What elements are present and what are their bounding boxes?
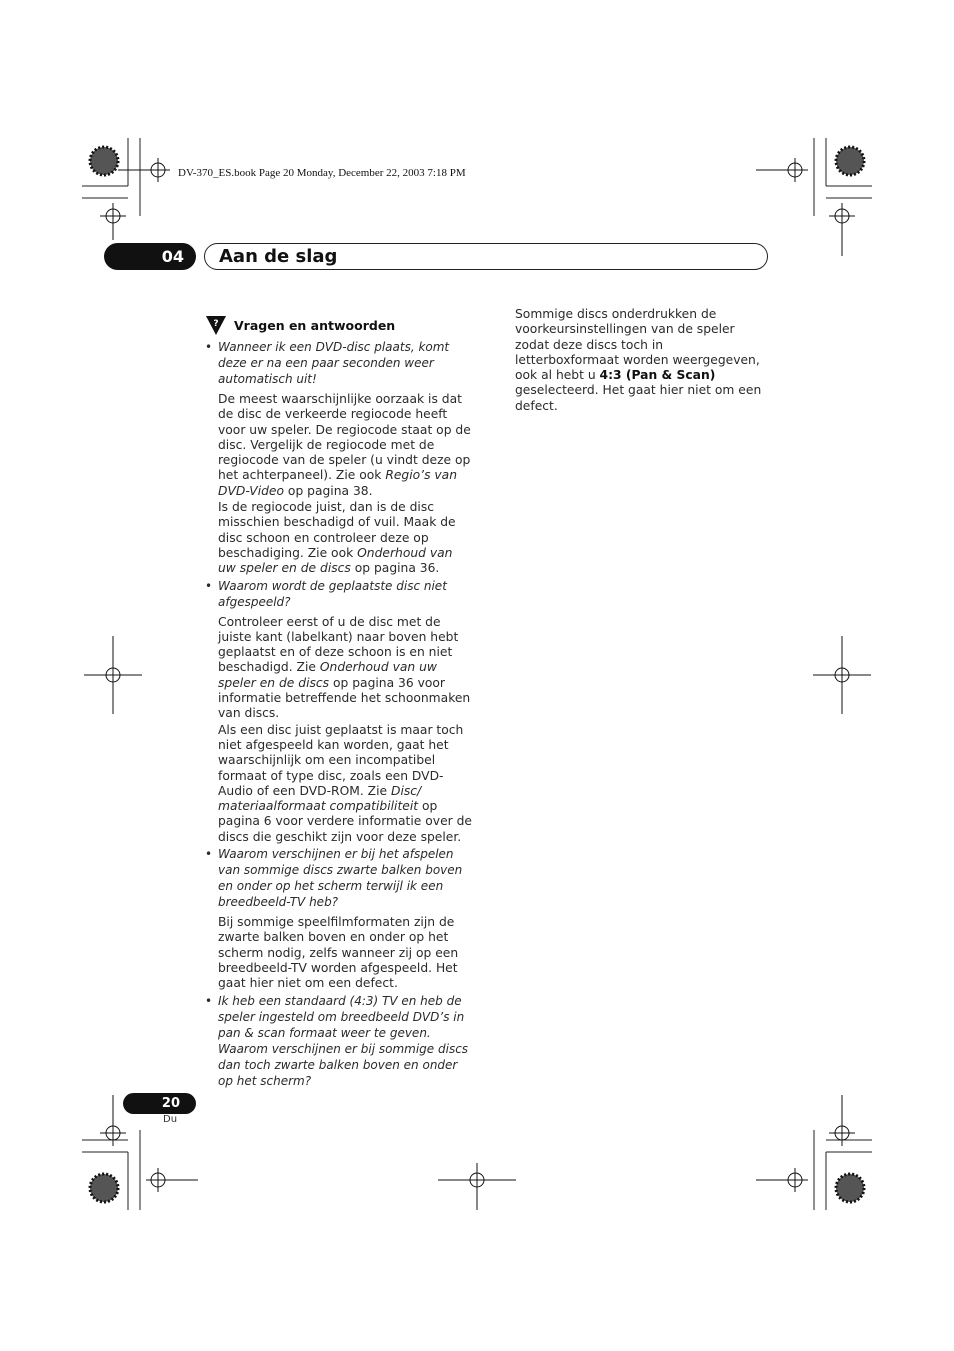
print-header: DV-370_ES.book Page 20 Monday, December 22, 2003 7:18 PM: [178, 167, 466, 179]
crosshair-target: [829, 203, 855, 256]
answer-paragraph: Als een disc juist geplaatst is maar toch niet afgespeeld kan worden, gaat het waarschijnlijk om een incompatibel formaat of type disc, zoals een DVD-Audio of een DVD-ROM. Zie Disc/ materiaalformaat compatibiliteit op pagina 6 voor verdere informatie over de discs die geschikt zijn voor deze speler.: [218, 722, 472, 844]
qa-heading: [204, 312, 472, 338]
spoke-target: [836, 147, 864, 175]
right-column: [515, 307, 771, 414]
question: [204, 993, 472, 1089]
answer-paragraph: Controleer eerst of u de disc met de juiste kant (labelkant) naar boven hebt geplaatst en of deze schoon is en niet beschadigd. Zie Onderhoud van uw speler en de discs op pagina 36 voor informatie betreffende het schoonmaken van discs.: [218, 614, 471, 721]
spoke-target: [836, 1174, 864, 1202]
crosshair-target: [756, 158, 808, 182]
question-text: Ik heb een standaard (4:3) TV en heb de speler ingesteld om breedbeeld DVD’s in pan & scan formaat weer te geven. Waarom verschijnen er bij sommige discs dan toch zwarte balken boven en onder op het scherm?: [218, 993, 469, 1088]
bullet: •: [205, 340, 213, 354]
crosshair-target: [756, 1168, 808, 1192]
crosshair-target: [813, 636, 871, 714]
answer-paragraph: De meest waarschijnlijke oorzaak is dat de disc de verkeerde regiocode heeft voor uw speler. De regiocode staat op de disc. Vergelijk de regiocode met de regiocode van de speler (u vindt deze op het achterpaneel). Zie ook Regio’s van DVD-Video op pagina 38.: [218, 392, 471, 498]
question: [204, 846, 472, 910]
question-icon: [204, 314, 228, 336]
answer-paragraph: Is de regiocode juist, dan is de disc misschien beschadigd of vuil. Maak de disc schoon en controleer deze op beschadiging. Zie ook Onderhoud van uw speler en de discs op pagina 36.: [218, 500, 456, 576]
question-text: Waarom wordt de geplaatste disc niet afgespeeld?: [218, 578, 447, 609]
crosshair-target: [118, 158, 170, 182]
crosshair-target: [146, 1168, 198, 1192]
question-text: Wanneer ik een DVD-disc plaats, komt deze er na een paar seconden weer automatisch uit!: [218, 340, 450, 386]
page-number-badge: 20: [123, 1093, 196, 1114]
bullet: •: [205, 578, 213, 593]
crosshair-target: [438, 1163, 516, 1210]
chapter-number-badge: 04: [104, 243, 196, 270]
crosshair-target: [100, 203, 126, 240]
answer-paragraph: Bij sommige speelfilmformaten zijn de zwarte balken boven en onder op het scherm nodig, zelfs wanneer zij op een breedbeeld-TV worden afgespeeld. Het gaat hier niet om een defect.: [218, 915, 459, 991]
svg-text:?: ?: [213, 319, 219, 329]
question: [204, 578, 472, 610]
qa-heading-text: Vragen en antwoorden: [234, 317, 396, 333]
question-text: Waarom verschijnen er bij het afspelen van sommige discs zwarte balken boven en onder op het scherm terwijl ik een breedbeeld-TV heb?: [218, 847, 463, 910]
page-language: Du: [163, 1114, 178, 1125]
spoke-target: [90, 147, 118, 175]
bullet: •: [205, 847, 213, 862]
question: [204, 339, 472, 387]
left-column: [204, 312, 472, 1089]
crosshair-target: [829, 1095, 855, 1146]
chapter-title: Aan de slag: [219, 246, 338, 267]
spoke-target: [90, 1174, 118, 1202]
bullet: •: [205, 993, 213, 1008]
answer-paragraph: Sommige discs onderdrukken de voorkeursinstellingen van de speler zodat deze discs toch in letterboxformaat worden weergegeven, ook al hebt u 4:3 (Pan & Scan) geselecteerd. Het gaat hier niet om een defect.: [515, 307, 762, 413]
crosshair-target: [84, 636, 142, 714]
chapter-title-box: [204, 243, 768, 270]
